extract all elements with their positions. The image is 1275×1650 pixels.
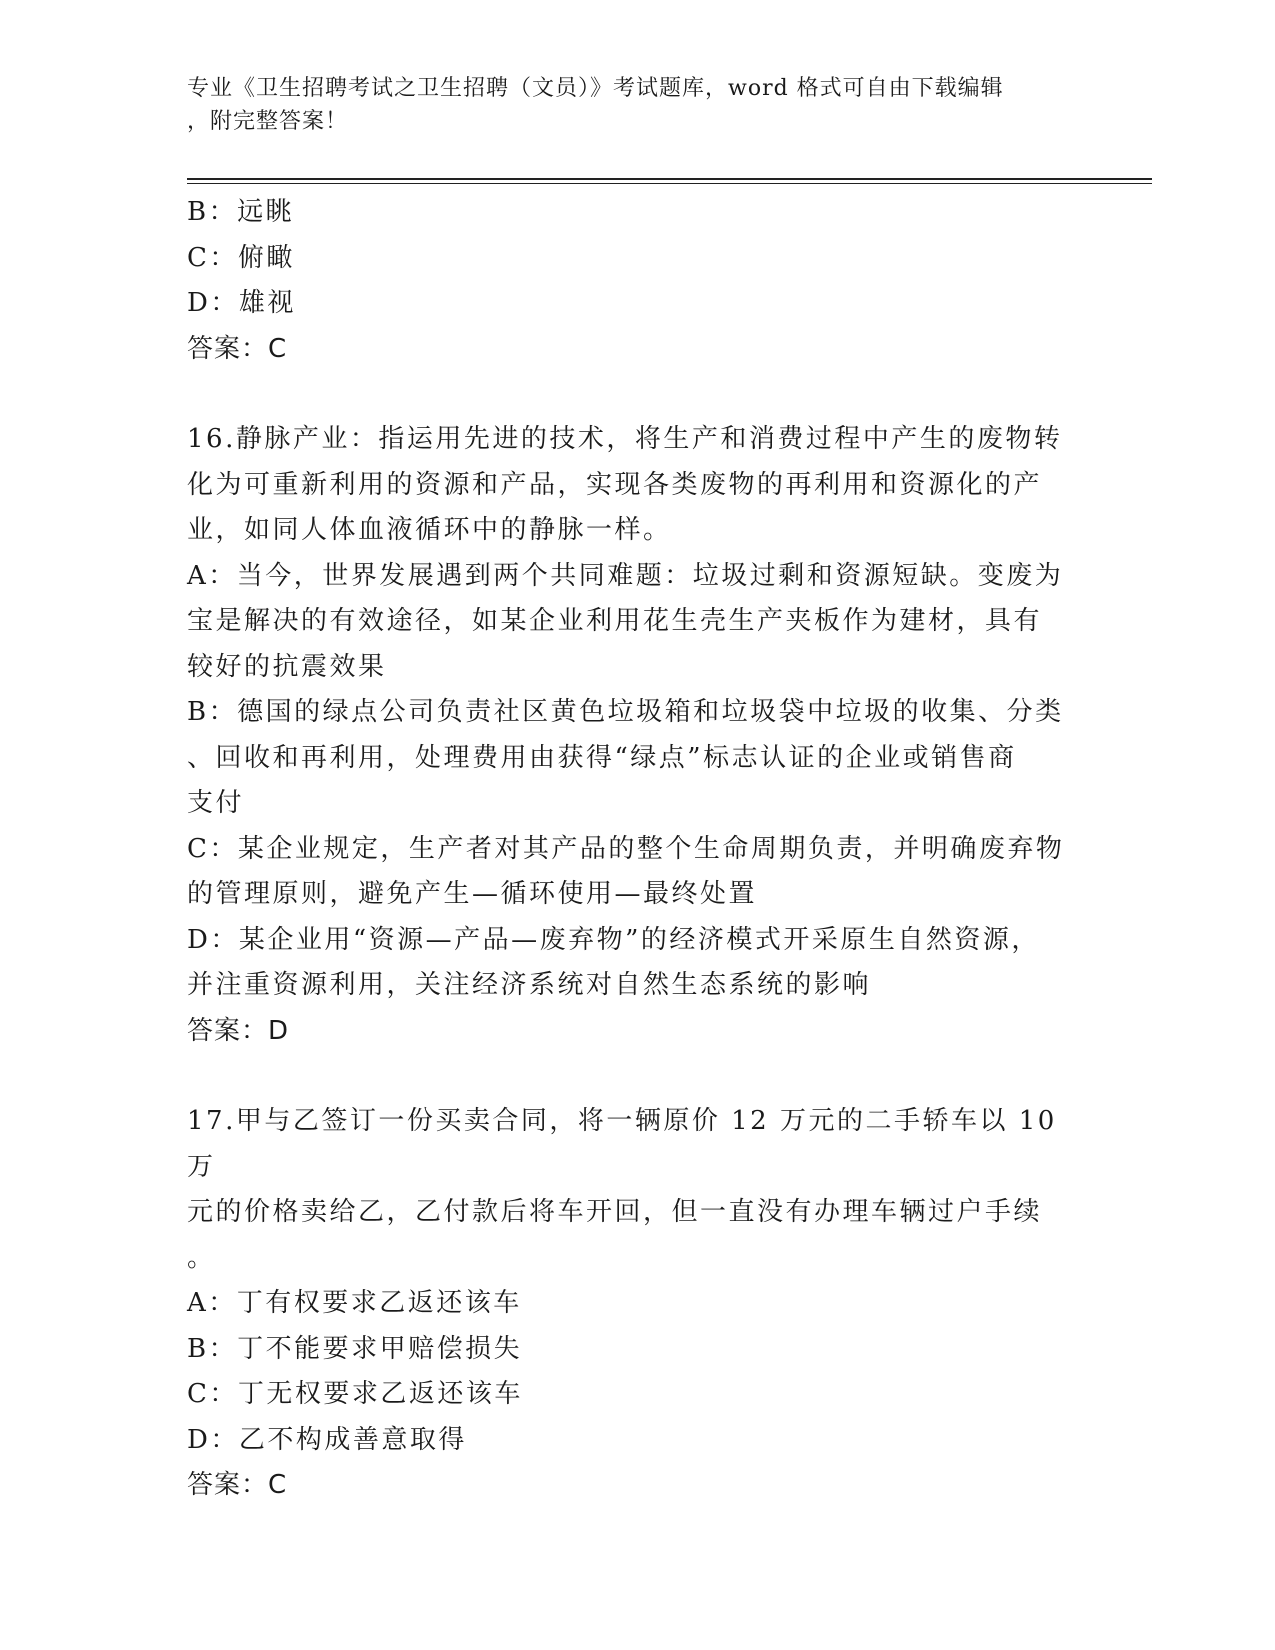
question-17: [187, 1099, 1082, 1509]
question-stem-line: 17.甲与乙签订一份买卖合同，将一辆原价 12 万元的二手轿车以 10 万: [187, 1106, 1057, 1182]
spacer: [187, 372, 1082, 417]
option-d-line: D：某企业用“资源—产品—废弃物”的经济模式开采原生自然资源，: [187, 924, 1040, 955]
header-rule-thick: [187, 178, 1152, 180]
prev-question: [187, 190, 1082, 372]
header-rule-thin: [187, 183, 1152, 184]
option-d: D：雄视: [187, 288, 296, 318]
question-stem-line: 业，如同人体血液循环中的静脉一样。: [187, 515, 672, 545]
option-b: B：丁不能要求甲赔偿损失: [187, 1333, 523, 1364]
answer-line: 答案：C: [187, 333, 288, 364]
answer-line: 答案：D: [187, 1015, 290, 1046]
option-c-line: 的管理原则，避免产生—循环使用—最终处置: [187, 879, 758, 909]
page-header: [187, 72, 1067, 138]
option-b-line: B：德国的绿点公司负责社区黄色垃圾箱和垃圾袋中垃圾的收集、分类: [187, 697, 1064, 727]
option-d: D：乙不构成善意取得: [187, 1424, 467, 1455]
option-c: C：丁无权要求乙返还该车: [187, 1379, 523, 1409]
option-a-line: 较好的抗震效果: [187, 651, 387, 682]
question-content: [187, 190, 1082, 1509]
option-c-line: C：某企业规定，生产者对其产品的整个生命周期负责，并明确废弃物: [187, 833, 1065, 864]
option-a-line: A：当今，世界发展遇到两个共同难题：垃圾过剩和资源短缺。变废为: [187, 560, 1064, 591]
question-stem-line: 化为可重新利用的资源和产品，实现各类废物的再利用和资源化的产: [187, 469, 1043, 500]
option-c: C：俯瞰: [187, 242, 295, 273]
option-b-line: 支付: [187, 788, 245, 818]
option-b-line: 、回收和再利用，处理费用由获得“绿点”标志认证的企业或销售商: [187, 742, 1017, 773]
question-16: [187, 417, 1082, 1054]
question-stem-line: 16.静脉产业：指运用先进的技术，将生产和消费过程中产生的废物转: [187, 424, 1063, 454]
option-d-line: 并注重资源利用，关注经济系统对自然生态系统的影响: [187, 970, 872, 1000]
option-b: B：远眺: [187, 197, 295, 227]
question-stem-line: 元的价格卖给乙，乙付款后将车开回，但一直没有办理车辆过户手续: [187, 1197, 1043, 1227]
header-line-2: ，附完整答案！: [187, 109, 349, 134]
option-a: A：丁有权要求乙返还该车: [187, 1288, 522, 1318]
answer-line: 答案：C: [187, 1470, 288, 1500]
header-line-1: 专业《卫生招聘考试之卫生招聘（文员）》考试题库，word 格式可自由下载编辑: [187, 76, 1004, 101]
spacer: [187, 1054, 1082, 1099]
option-a-line: 宝是解决的有效途径，如某企业利用花生壳生产夹板作为建材，具有: [187, 606, 1043, 636]
question-stem-line: 。: [187, 1242, 216, 1273]
